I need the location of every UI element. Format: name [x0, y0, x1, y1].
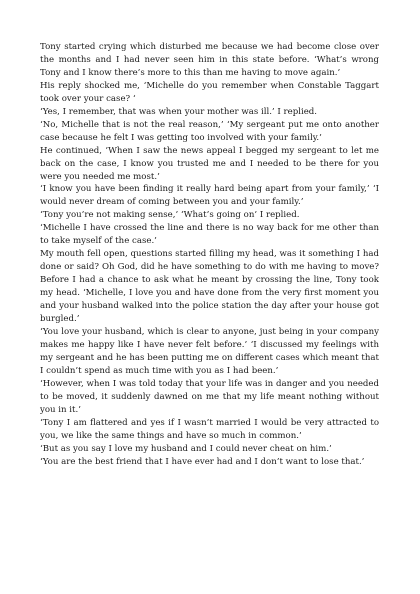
paragraph: ‘No, Michelle that is not the real reason,’ ‘My sergeant put me onto another case because he felt I was getting too involved with your family.’ — [40, 119, 379, 143]
paragraph: ‘Yes, I remember, that was when your mother was ill.’ I replied. — [40, 106, 318, 117]
document-body — [40, 41, 379, 468]
paragraph: ‘You are the best friend that I have ever had and I don’t want to lose that.’ — [40, 456, 365, 467]
paragraph: ‘Tony I am flattered and yes if I wasn’t married I would be very attracted to you, we like the same things and have so much in common.’ — [40, 417, 379, 441]
paragraph: ‘I know you have been finding it really hard being apart from your family,’ ‘I would never dream of coming between you and your family.’ — [40, 184, 379, 208]
paragraph: His reply shocked me, ‘Michelle do you remember when Constable Taggart took over your case? ‘ — [40, 80, 379, 104]
paragraph: ‘You love your husband, which is clear to anyone, just being in your company makes me happy like I have never felt before.’ ‘I discussed my feelings with my sergeant and he has been putting me on different cases which meant that I couldn’t spend as much time with you as I had been.’ — [40, 326, 379, 376]
paragraph: ‘Michelle I have crossed the line and there is no way back for me other than to take myself of the case.’ — [40, 223, 379, 247]
paragraph: ‘However, when I was told today that your life was in danger and you needed to be moved, it suddenly dawned on me that my life meant nothing without you in it.’ — [40, 378, 379, 415]
paragraph: He continued, ’When I saw the news appeal I begged my sergeant to let me back on the case, I know you trusted me and I needed to be there for you were you needed me most.’ — [40, 145, 379, 182]
paragraph: My mouth fell open, questions started filling my head, was it something I had done or said? Oh God, did he have something to do with me having to move? Before I had a chance to ask what he meant by crossing the line, Tony took my head. ‘Michelle, I love you and have done from the very first moment you and your husband walked into the police station the day after your house got burgled.’ — [40, 249, 379, 325]
paragraph: Tony started crying which disturbed me because we had become close over the months and I had never seen him in this state before. ‘What’s wrong Tony and I know there’s more to this than me having to move again.’ — [40, 42, 379, 78]
paragraph: ‘But as you say I love my husband and I could never cheat on him.’ — [40, 443, 332, 454]
paragraph: ‘Tony you’re not making sense,’ ‘What’s going on’ I replied. — [40, 210, 300, 221]
